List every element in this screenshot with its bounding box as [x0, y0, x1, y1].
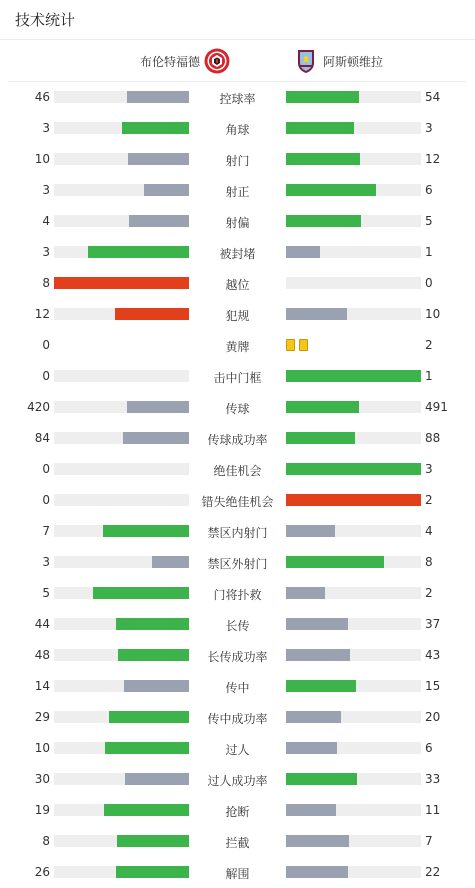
stat-row: [0, 175, 475, 206]
away-bar-track: [286, 153, 421, 165]
away-bar-fill: [286, 618, 348, 630]
stat-label: 解围: [225, 867, 250, 881]
home-stat-value: 10: [34, 152, 50, 166]
away-stat-value: 5: [425, 214, 433, 228]
home-bar-track: [54, 742, 189, 754]
stat-row: [0, 206, 475, 237]
home-bar-track: [54, 711, 189, 723]
home-bar-track: [54, 184, 189, 196]
stat-row: [0, 733, 475, 764]
away-bar-track: [286, 308, 421, 320]
stat-label: 门将扑救: [213, 588, 262, 602]
stat-row: [0, 113, 475, 144]
home-bar-fill: [152, 556, 189, 568]
away-bar-fill: [286, 680, 356, 692]
home-bar-track: [54, 277, 189, 289]
home-stat-value: 5: [42, 586, 50, 600]
away-bar-track: [286, 835, 421, 847]
home-bar-track: [54, 432, 189, 444]
away-stat-value: 54: [425, 90, 441, 104]
home-stat-value: 26: [34, 865, 50, 879]
stat-row: [0, 826, 475, 857]
away-bar-track: [286, 680, 421, 692]
home-bar-fill: [105, 742, 189, 754]
away-bar-fill: [286, 91, 359, 103]
stat-label: 射正: [225, 185, 250, 199]
stat-label: 拦截: [225, 836, 250, 850]
away-bar-track: [286, 184, 421, 196]
stat-label: 传中成功率: [207, 712, 268, 726]
stats-header: [0, 0, 475, 40]
stat-label: 长传: [225, 619, 250, 633]
away-bar-fill: [286, 432, 355, 444]
home-stat-value: 0: [42, 462, 50, 476]
away-stat-value: 6: [425, 741, 433, 755]
away-bar-fill: [286, 153, 360, 165]
home-bar-track: [54, 773, 189, 785]
stat-label: 绝佳机会: [213, 464, 262, 478]
away-bar-track: [286, 649, 421, 661]
away-bar-fill: [286, 463, 421, 475]
home-bar-track: [54, 153, 189, 165]
stat-label: 抢断: [225, 805, 250, 819]
yellow-card-icon: [299, 339, 308, 351]
home-stat-value: 3: [42, 245, 50, 259]
away-stat-value: 3: [425, 121, 433, 135]
away-bar-fill: [286, 866, 348, 878]
away-stat-value: 2: [425, 493, 433, 507]
away-bar-fill: [286, 370, 421, 382]
home-bar-fill: [115, 308, 189, 320]
away-stat-value: 491: [425, 400, 448, 414]
stat-row: [0, 578, 475, 609]
yellow-card-icon: [286, 339, 295, 351]
stat-label: 角球: [225, 123, 250, 137]
away-bar-track: [286, 91, 421, 103]
away-bar-fill: [286, 835, 349, 847]
away-stat-value: 1: [425, 369, 433, 383]
stat-row: [0, 640, 475, 671]
home-bar-fill: [144, 184, 189, 196]
away-bar-track: [286, 215, 421, 227]
stat-label: 禁区外射门: [207, 557, 268, 571]
home-stat-value: 8: [42, 834, 50, 848]
away-bar-fill: [286, 494, 421, 506]
home-bar-track: [54, 215, 189, 227]
home-stat-value: 4: [42, 214, 50, 228]
away-bar-fill: [286, 525, 335, 537]
away-bar-fill: [286, 184, 376, 196]
away-team[interactable]: [293, 48, 383, 74]
away-stat-value: 10: [425, 307, 441, 321]
home-bar-fill: [125, 773, 189, 785]
away-bar-fill: [286, 401, 359, 413]
away-bar-track: [286, 494, 421, 506]
stat-row: [0, 268, 475, 299]
away-stat-value: 33: [425, 772, 441, 786]
stat-label: 射偏: [225, 216, 250, 230]
away-bar-fill: [286, 246, 320, 258]
away-bar-fill: [286, 804, 336, 816]
brentford-crest-icon: [204, 48, 230, 74]
home-bar-fill: [127, 401, 189, 413]
stat-row: [0, 82, 475, 113]
home-stat-value: 14: [34, 679, 50, 693]
home-bar-track: [54, 680, 189, 692]
stat-row: [0, 423, 475, 454]
stats-list: [0, 82, 475, 888]
away-bar-fill: [286, 122, 354, 134]
home-bar-track: [54, 618, 189, 630]
away-bar-track: [286, 587, 421, 599]
stat-row: [0, 144, 475, 175]
home-stat-value: 7: [42, 524, 50, 538]
stat-label: 传球: [225, 402, 250, 416]
home-stat-value: 8: [42, 276, 50, 290]
home-bar-track: [54, 122, 189, 134]
away-bar-track: [286, 804, 421, 816]
home-bar-track: [54, 556, 189, 568]
home-bar-track: [54, 494, 189, 506]
away-stat-value: 1: [425, 245, 433, 259]
away-bar-fill: [286, 587, 325, 599]
home-stat-value: 84: [34, 431, 50, 445]
stat-row: [0, 392, 475, 423]
home-bar-track: [54, 463, 189, 475]
stat-row: [0, 795, 475, 826]
stat-row: [0, 299, 475, 330]
home-bar-fill: [93, 587, 189, 599]
home-stat-value: 44: [34, 617, 50, 631]
home-bar-track: [54, 308, 189, 320]
away-bar-track: [286, 277, 421, 289]
home-bar-fill: [103, 525, 189, 537]
stat-row: [0, 485, 475, 516]
home-bar-track: [54, 370, 189, 382]
home-bar-fill: [117, 835, 189, 847]
stat-label: 控球率: [219, 92, 256, 106]
away-bar-track: [286, 618, 421, 630]
away-bar-track: [286, 525, 421, 537]
home-stat-value: 30: [34, 772, 50, 786]
away-bar-track: [286, 463, 421, 475]
home-bar-fill: [124, 680, 189, 692]
away-bar-fill: [286, 773, 357, 785]
home-stat-value: 29: [34, 710, 50, 724]
stat-label: 犯规: [225, 309, 250, 323]
away-stat-value: 22: [425, 865, 441, 879]
away-bar-track: [286, 866, 421, 878]
stat-label: 传中: [225, 681, 250, 695]
stat-label: 错失绝佳机会: [201, 495, 274, 509]
home-bar-fill: [116, 866, 189, 878]
home-bar-fill: [116, 618, 189, 630]
away-stat-value: 2: [425, 338, 433, 352]
stat-label: 过人: [225, 743, 250, 757]
stat-row: [0, 671, 475, 702]
home-bar-fill: [127, 91, 189, 103]
away-bar-track: [286, 773, 421, 785]
away-stat-value: 43: [425, 648, 441, 662]
stat-label: 过人成功率: [207, 774, 268, 788]
away-stat-value: 20: [425, 710, 441, 724]
teams-bar: [9, 40, 466, 82]
page-title: 技术统计: [15, 11, 76, 29]
stat-row: [0, 764, 475, 795]
away-bar-track: [286, 742, 421, 754]
home-bar-track: [54, 91, 189, 103]
stat-row: [0, 454, 475, 485]
away-stat-value: 8: [425, 555, 433, 569]
stat-label: 击中门框: [213, 371, 262, 385]
stat-row: [0, 547, 475, 578]
away-stat-value: 6: [425, 183, 433, 197]
home-bar-track: [54, 649, 189, 661]
home-stat-value: 3: [42, 183, 50, 197]
away-bar-track: [286, 432, 421, 444]
home-bar-track: [54, 525, 189, 537]
away-bar-track: [286, 246, 421, 258]
away-bar-fill: [286, 649, 350, 661]
stat-label: 被封堵: [219, 247, 256, 261]
stat-row: [0, 857, 475, 888]
home-stat-value: 48: [34, 648, 50, 662]
home-stat-value: 46: [34, 90, 50, 104]
home-bar-track: [54, 401, 189, 413]
away-bar-track: [286, 122, 421, 134]
away-team-name: 阿斯顿维拉: [323, 54, 384, 69]
home-bar-fill: [129, 215, 189, 227]
away-stat-value: 0: [425, 276, 433, 290]
away-bar-track: [286, 556, 421, 568]
home-bar-track: [54, 587, 189, 599]
aston-villa-crest-icon: [293, 48, 319, 74]
home-bar-fill: [88, 246, 189, 258]
home-team[interactable]: [140, 48, 230, 74]
home-bar-fill: [123, 432, 189, 444]
home-stat-value: 12: [34, 307, 50, 321]
away-bar-fill: [286, 556, 384, 568]
away-bar-fill: [286, 215, 361, 227]
home-bar-fill: [104, 804, 189, 816]
away-stat-value: 12: [425, 152, 441, 166]
home-bar-track: [54, 835, 189, 847]
home-bar-fill: [54, 277, 189, 289]
home-stat-value: 3: [42, 121, 50, 135]
home-bar-track: [54, 866, 189, 878]
stat-row: [0, 516, 475, 547]
stat-row: [0, 702, 475, 733]
stat-label: 射门: [225, 154, 250, 168]
away-bar-fill: [286, 711, 341, 723]
away-bar-track: [286, 401, 421, 413]
stat-row: [0, 330, 475, 361]
away-stat-value: 37: [425, 617, 441, 631]
home-bar-fill: [122, 122, 190, 134]
away-stat-value: 3: [425, 462, 433, 476]
stat-row: [0, 361, 475, 392]
home-team-name: 布伦特福德: [139, 54, 200, 69]
home-bar-track: [54, 804, 189, 816]
home-bar-fill: [128, 153, 189, 165]
home-bar-fill: [109, 711, 189, 723]
stat-label: 传球成功率: [207, 433, 268, 447]
away-stat-value: 88: [425, 431, 441, 445]
stat-label: 越位: [225, 278, 250, 292]
away-bar-fill: [286, 742, 337, 754]
away-bar-fill: [286, 308, 347, 320]
home-bar-fill: [118, 649, 189, 661]
home-stat-value: 420: [27, 400, 50, 414]
away-bar-track: [286, 370, 421, 382]
stat-row: [0, 609, 475, 640]
away-stat-value: 7: [425, 834, 433, 848]
home-stat-value: 0: [42, 369, 50, 383]
away-cards: [286, 339, 308, 351]
away-stat-value: 2: [425, 586, 433, 600]
away-bar-track: [286, 711, 421, 723]
away-stat-value: 15: [425, 679, 441, 693]
away-stat-value: 4: [425, 524, 433, 538]
home-bar-track: [54, 246, 189, 258]
stat-label: 长传成功率: [207, 650, 268, 664]
stat-label: 黄牌: [225, 340, 250, 354]
home-stat-value: 19: [34, 803, 50, 817]
stat-row: [0, 237, 475, 268]
home-stat-value: 0: [42, 493, 50, 507]
home-stat-value: 0: [42, 338, 50, 352]
home-stat-value: 10: [34, 741, 50, 755]
home-stat-value: 3: [42, 555, 50, 569]
away-stat-value: 11: [425, 803, 441, 817]
stat-label: 禁区内射门: [207, 526, 268, 540]
